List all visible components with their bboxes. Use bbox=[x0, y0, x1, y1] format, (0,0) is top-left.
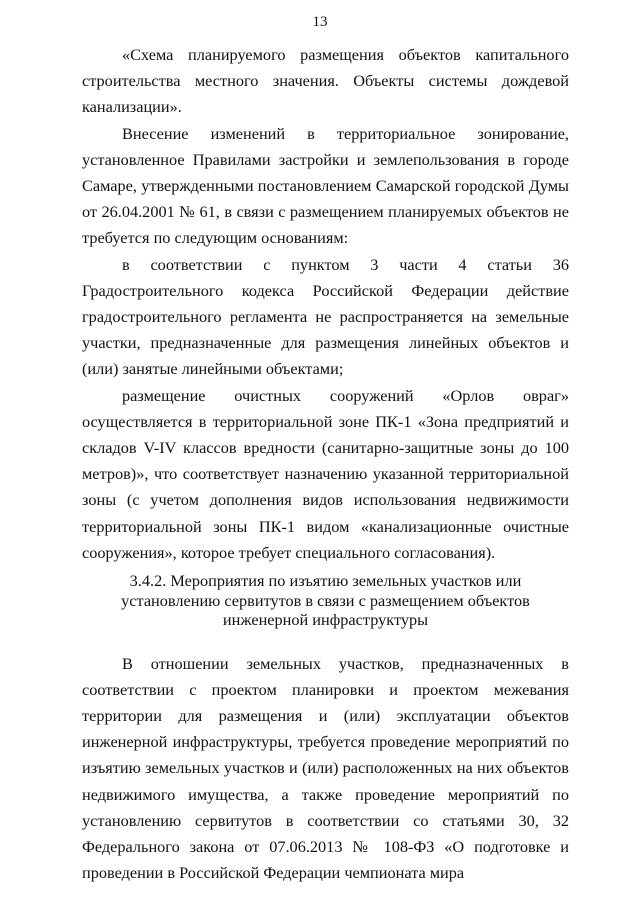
page-number: 13 bbox=[312, 14, 328, 30]
paragraph-land-seizure: В отношении земельных участков, предназначенных в соответствии с проектом планировки и проектом межевания территории для размещения и (или) эксплуатации объектов инженерной инфраструктуры, требуется проведение мероприятий по изъятию земельных участков и (или) расположенных на них объектов недвижимого имущества, а также проведение мероприятий по установлению сервитутов в соответствии со статьями 30, 32 Федерального закона от 07.06.2013 № 108-ФЗ «О подготовке и проведении в Российской Федерации чемпионата мира bbox=[82, 653, 569, 883]
paragraph-urban-code-basis: в соответствии с пунктом 3 части 4 статьи 36 Градостроительного кодекса Российской Федерации действие градостроительного регламента не распространяется на земельные участки, предназначенные для размещения линейных объектов и (или) занятые линейными объектами; bbox=[82, 254, 569, 379]
paragraph-scheme-title: «Схема планируемого размещения объектов капитального строительства местного значения. Объекты системы дождевой канализации». bbox=[82, 45, 569, 117]
section-heading: 3.4.2. Мероприятия по изъятию земельных участков или установлению сервитутов в связи с размещением объектов инженерной инфраструктуры bbox=[121, 571, 530, 630]
paragraph-treatment-facilities: размещение очистных сооружений «Орлов овраг» осуществляется в территориальной зоне ПК-1 «Зона предприятий и складов V-IV классов вредности (санитарно-защитные зоны до 100 метров)», что соответствует назначению указанной территориальной зоны (с учетом дополнения видов использования недвижимости территориальной зоны ПК-1 видом «канализационные очистные сооружения», которое требует специального согласования). bbox=[82, 385, 569, 562]
document-body bbox=[82, 42, 569, 886]
paragraph-zoning-changes: Внесение изменений в территориальное зонирование, установленное Правилами застройки и землепользования в городе Самаре, утвержденными постановлением Самарской городской Думы от 26.04.2001 № 61, в связи с размещением планируемых объектов не требуется по следующим основаниям: bbox=[82, 123, 569, 248]
section-spacer bbox=[82, 630, 569, 651]
